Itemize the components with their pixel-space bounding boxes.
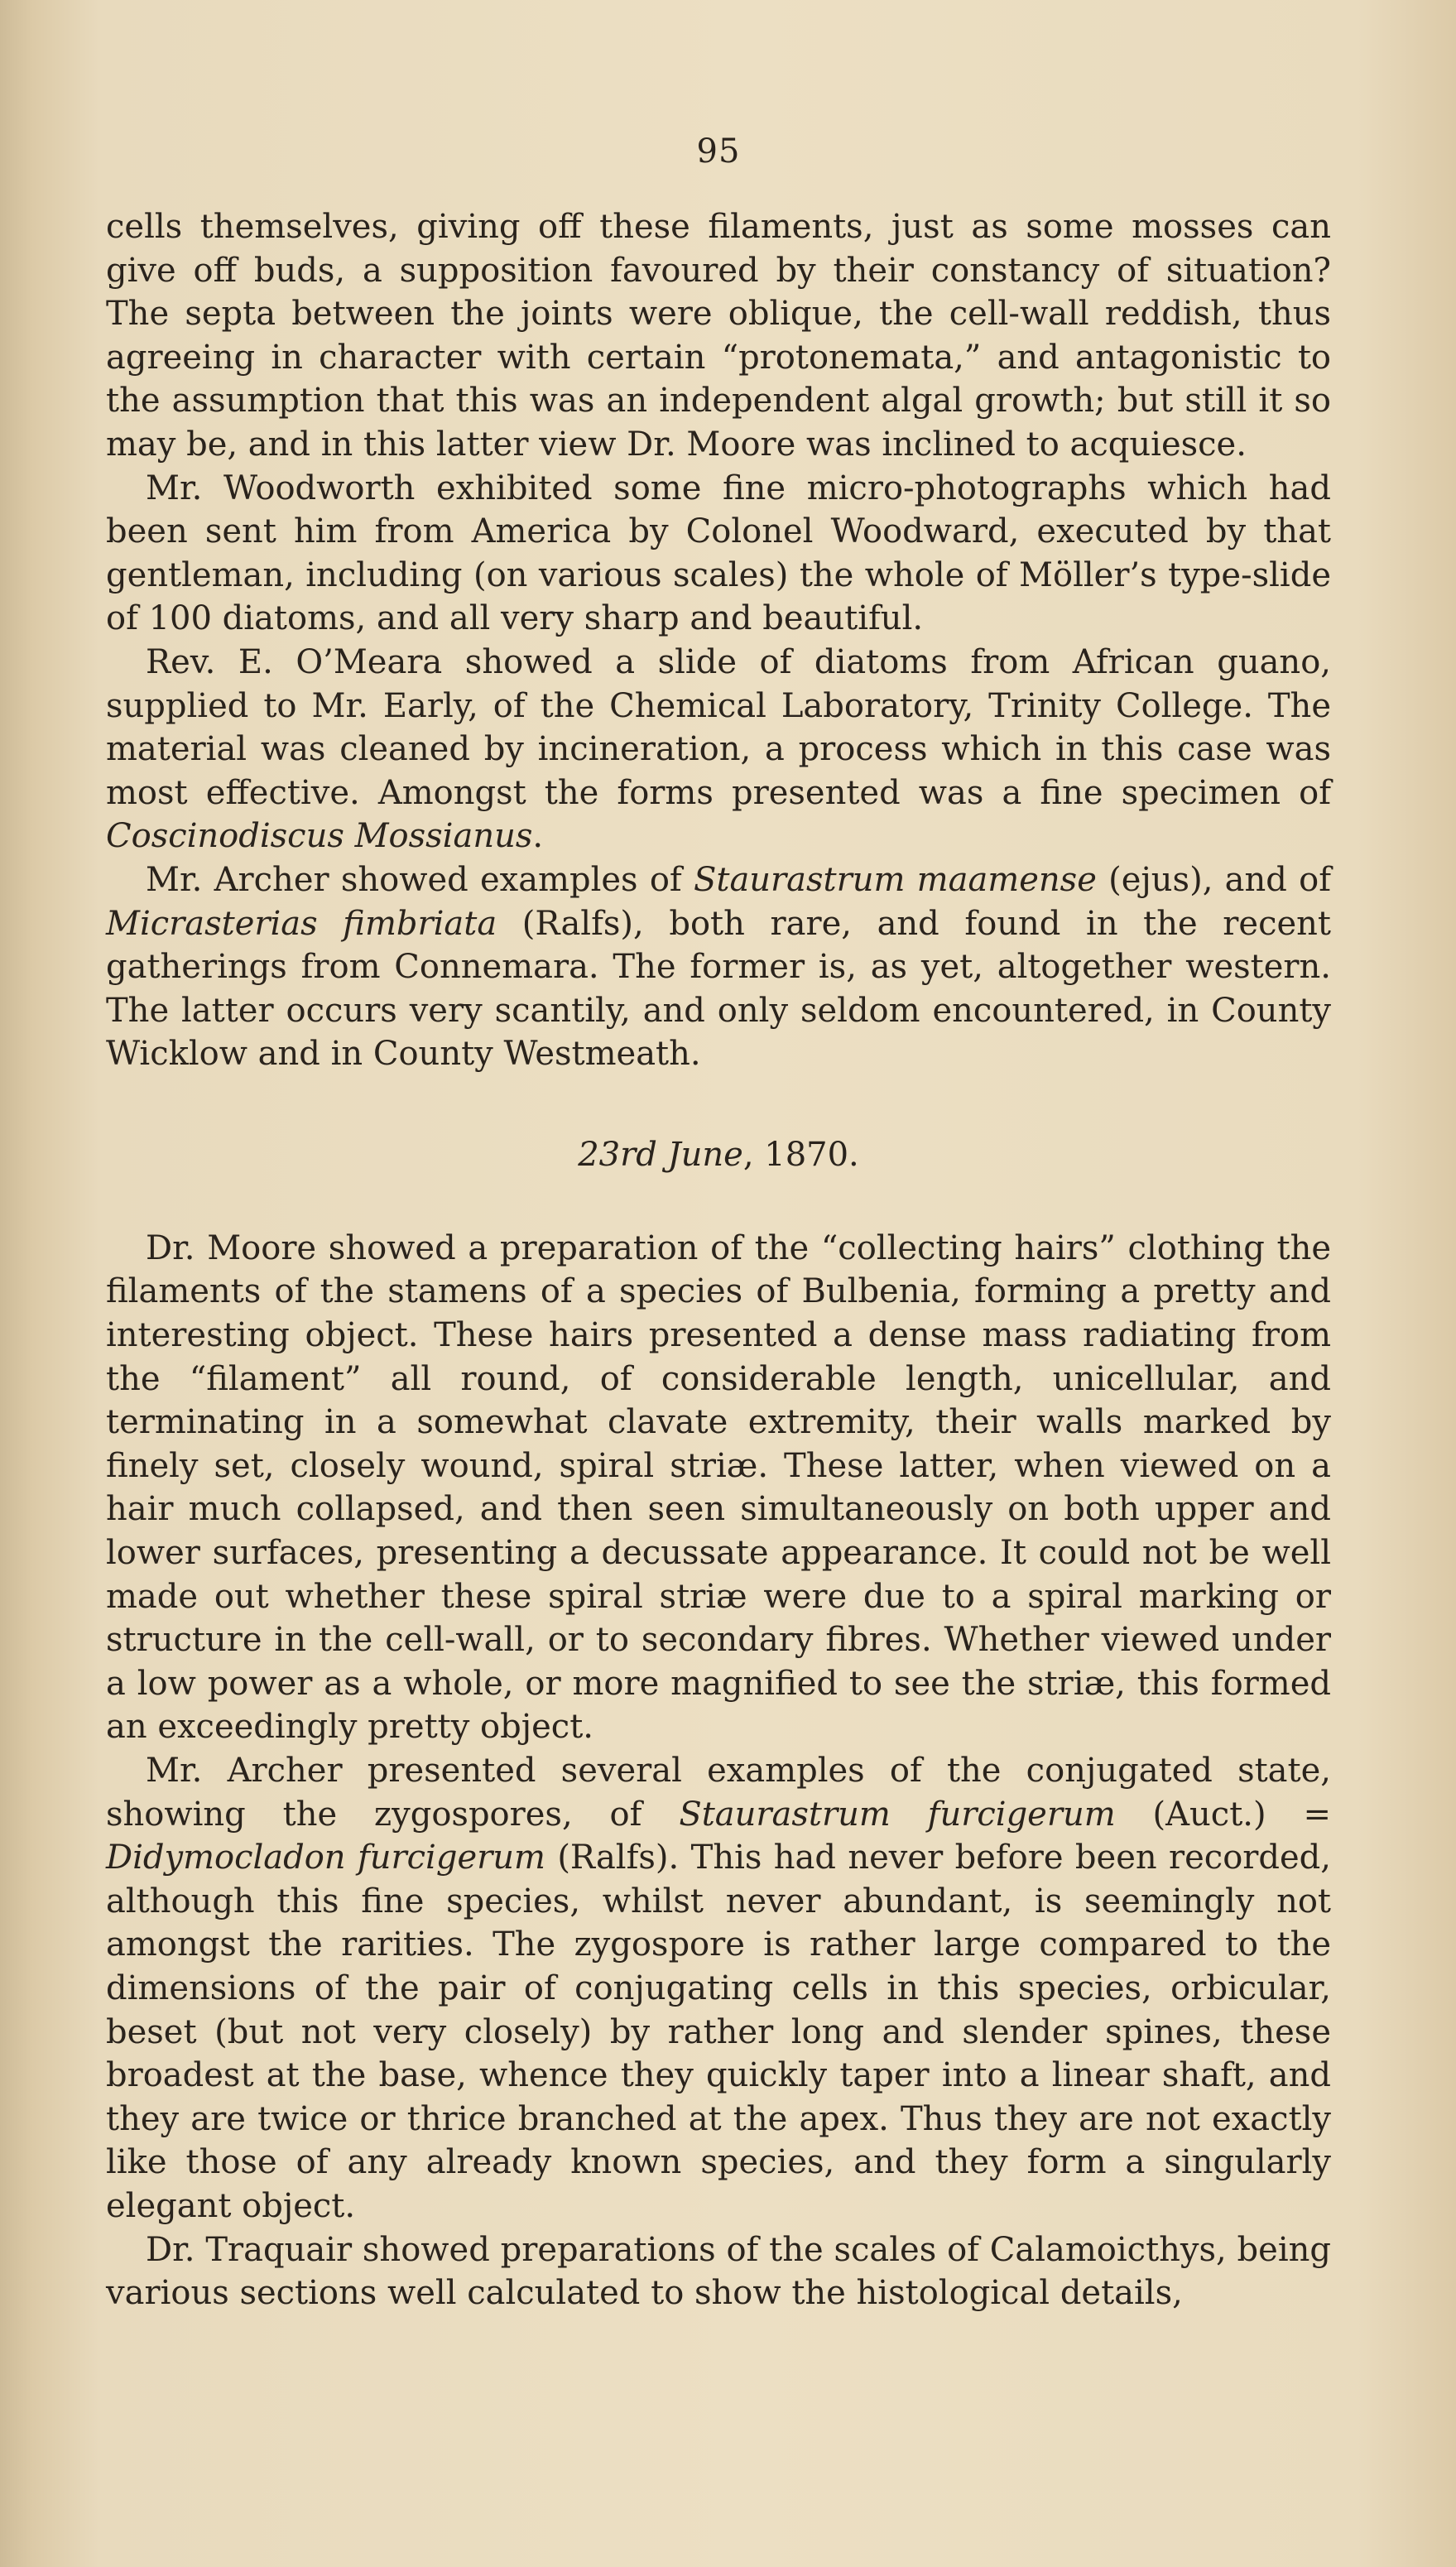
paragraph-text: (Ralfs), both rare, and found in the recent gatherings from Connemara. The former is, as yet, altogether western. The latter occurs very scantily, and only seldom encountered, in County Wicklow and in County Westmeath. [106,904,1332,1074]
species-name: Didymocladon furcigerum [106,1839,545,1877]
paragraph-omeara [106,641,1331,858]
date-year: , 1870. [742,1135,859,1174]
paragraph-text: Mr. Archer presented several examples of the conjugated state, showing the zygospores, of [106,1752,1331,1834]
paragraph-text: (Auct.) = [1115,1795,1331,1834]
paragraph-continuation: cells themselves, giving off these filaments, just as some mosses can give off buds, a supposition favoured by their constancy of situation? The septa between the joints were oblique, the cell-wall reddish, thus agreeing in character with certain “protonemata,” and antagonistic to the assumption that this was an independent algal growth; but still it so may be, and in this latter view Dr. Moore was inclined to acquiesce. [106,208,1331,464]
page-number: 95 [696,132,741,171]
species-name: Staurastrum furcigerum [679,1795,1116,1834]
date-suffix: rd [620,1135,657,1174]
species-name: Micrasterias fimbriata [106,904,497,943]
paragraph-traquair: Dr. Traquair showed preparations of the scales of Calamoicthys, being various sections well calculated to show the histological details, [106,2230,1331,2313]
paragraph-text: . [532,817,544,856]
book-page [106,132,1331,2315]
paragraph-text: (ejus), and of [1096,860,1331,899]
paragraph-archer-1 [106,858,1331,1076]
paragraph-moore: Dr. Moore showed a preparation of the “collecting hairs” clothing the filaments of the stamens of a species of Bulbenia, forming a pretty and interesting object. These hairs presented a dense mass radiating from the “filament” all round, of considerable length, unicellular, and terminating in a somewhat clavate extremity, their walls marked by finely set, closely wound, spiral striæ. These latter, when viewed on a hair much collapsed, and then seen simultaneously on both upper and lower surfaces, presenting a decussate appearance. It could not be well made out whether these spiral striæ were due to a spiral marking or structure in the cell-wall, or to secondary fibres. Whether viewed under a low power as a whole, or more magnified to see the striæ, this formed an exceedingly pretty object. [106,1228,1331,1747]
species-name: Coscinodiscus Mossianus [106,817,533,856]
paragraph-woodworth: Mr. Woodworth exhibited some fine micro-photographs which had been sent him from America by Colonel Woodward, executed by that gentleman, including (on various scales) the whole of Möller’s type-slide of 100 diatoms, and all very sharp and beautiful. [106,469,1331,638]
species-name: Staurastrum maamense [693,860,1097,899]
paragraph-text: (Ralfs). This had never before been recorded, although this fine species, whilst never abundant, is seemingly not amongst the rarities. The zygospore is rather large compared to the dimensions of the pair of conjugating cells in this species, orbicular, beset (but not very closely) by rather long and slender spines, these broadest at the base, whence they quickly taper into a linear shaft, and they are twice or thrice branched at the apex. Thus they are not exactly like those of any already known species, and they form a singularly elegant object. [106,1839,1332,2225]
date-month: June [656,1135,743,1174]
paragraph-text: Mr. Archer showed examples of [146,860,694,899]
paragraph-text: Rev. E. O’Meara showed a slide of diatoms from African guano, supplied to Mr. Early, of the Chemical Laboratory, Trinity College. The material was cleaned by incineration, a process which in this case was most effective. Amongst the forms presented was a fine specimen of [106,642,1331,812]
date-day: 23 [578,1135,621,1174]
paragraph-archer-2 [106,1749,1331,2228]
meeting-date-heading [106,1136,1331,1174]
